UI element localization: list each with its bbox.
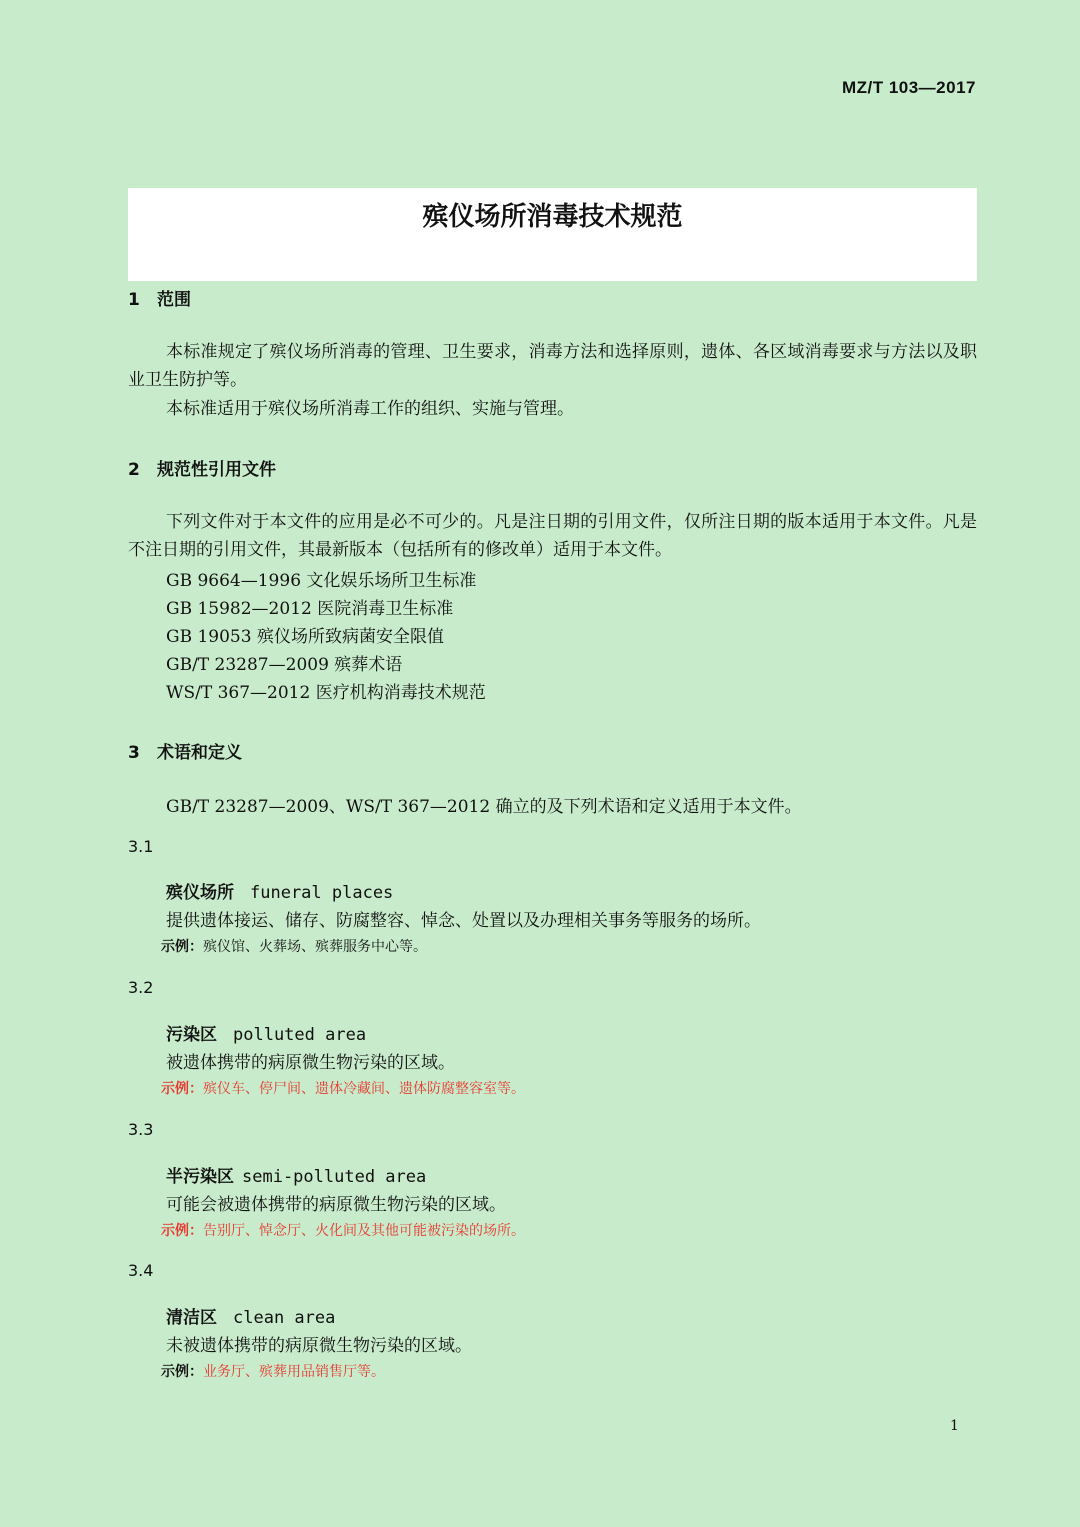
paragraph: 本标准适用于殡仪场所消毒工作的组织、实施与管理。 — [166, 399, 574, 419]
example-text: 殡仪馆、火葬场、殡葬服务中心等。 — [203, 939, 427, 955]
example-label: 示例： — [161, 1364, 203, 1380]
example-text: 业务厅、殡葬用品销售厅等。 — [203, 1364, 385, 1380]
term-zh: 清洁区 — [166, 1308, 217, 1328]
subsection-number: 3.4 — [128, 1261, 154, 1280]
term-zh: 污染区 — [166, 1025, 217, 1045]
term-entry — [166, 1303, 335, 1328]
document-code: MZ/T 103—2017 — [841, 78, 976, 97]
term-en: semi-polluted area — [242, 1167, 427, 1187]
example-label: 示例： — [161, 1081, 203, 1097]
example-label: 示例： — [161, 1223, 203, 1239]
section-title: 术语和定义 — [157, 743, 242, 763]
term-entry — [166, 878, 393, 903]
term-en: polluted area — [233, 1025, 367, 1045]
term-definition: 提供遗体接运、储存、防腐整容、悼念、处置以及办理相关事务等服务的场所。 — [166, 911, 761, 931]
reference-item: WS/T 367—2012 医疗机构消毒技术规范 — [166, 683, 486, 703]
term-entry — [166, 1162, 426, 1187]
example-text: 告别厅、悼念厅、火化间及其他可能被污染的场所。 — [203, 1223, 525, 1239]
term-definition: 被遗体携带的病原微生物污染的区域。 — [166, 1053, 455, 1073]
title-box — [128, 188, 977, 281]
term-zh: 殡仪场所 — [166, 883, 234, 903]
section-number: 2 — [128, 460, 140, 480]
section-number: 3 — [128, 743, 140, 763]
document-title: 殡仪场所消毒技术规范 — [422, 202, 683, 232]
subsection-number: 3.3 — [128, 1120, 154, 1139]
subsection-number: 3.2 — [128, 978, 154, 997]
term-example — [161, 936, 427, 956]
section-2-heading — [128, 455, 276, 480]
term-example — [161, 1361, 385, 1381]
paragraph: 下列文件对于本文件的应用是必不可少的。凡是注日期的引用文件，仅所注日期的版本适用于本文件。凡是不注日期的引用文件，其最新版本（包括所有的修改单）适用于本文件。 — [128, 512, 977, 560]
term-example — [161, 1078, 525, 1098]
paragraph: GB/T 23287—2009、WS/T 367—2012 确立的及下列术语和定义适用于本文件。 — [166, 797, 802, 817]
term-zh: 半污染区 — [166, 1167, 234, 1187]
section-1-heading — [128, 285, 191, 310]
section-3-heading — [128, 738, 242, 763]
term-definition: 未被遗体携带的病原微生物污染的区域。 — [166, 1336, 472, 1356]
reference-item: GB/T 23287—2009 殡葬术语 — [166, 655, 403, 675]
term-example — [161, 1220, 525, 1240]
example-text: 殡仪车、停尸间、遗体冷藏间、遗体防腐整容室等。 — [203, 1081, 525, 1097]
section-title: 范围 — [157, 290, 191, 310]
reference-item: GB 19053 殡仪场所致病菌安全限值 — [166, 627, 444, 647]
reference-item: GB 15982—2012 医院消毒卫生标准 — [166, 599, 454, 619]
term-en: clean area — [233, 1308, 336, 1328]
term-en: funeral places — [250, 883, 394, 903]
term-definition: 可能会被遗体携带的病原微生物污染的区域。 — [166, 1195, 506, 1215]
reference-item: GB 9664—1996 文化娱乐场所卫生标准 — [166, 571, 477, 591]
section-title: 规范性引用文件 — [157, 460, 276, 480]
section-number: 1 — [128, 290, 140, 310]
term-entry — [166, 1020, 366, 1045]
subsection-number: 3.1 — [128, 837, 154, 856]
example-label: 示例： — [161, 939, 203, 955]
page-number: 1 — [950, 1418, 959, 1434]
paragraph: 本标准规定了殡仪场所消毒的管理、卫生要求，消毒方法和选择原则，遗体、各区域消毒要求与方法以及职业卫生防护等。 — [128, 342, 977, 390]
